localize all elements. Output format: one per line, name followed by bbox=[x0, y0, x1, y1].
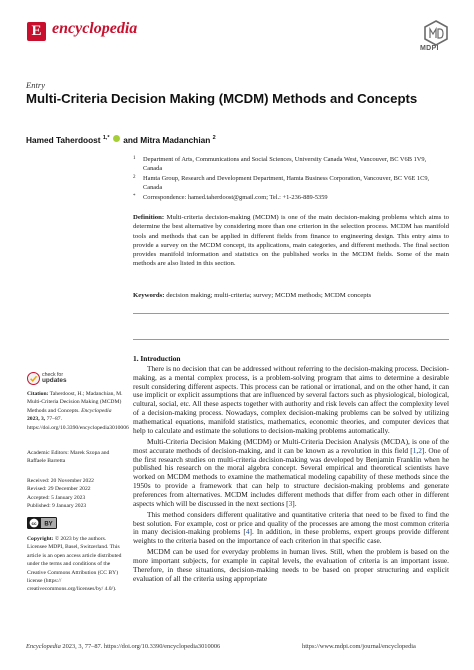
article-title: Multi-Criteria Decision Making (MCDM) Methods and Concepts bbox=[26, 91, 418, 106]
check-for-updates-icon[interactable] bbox=[27, 372, 40, 385]
date-revised: Revised: 29 December 2022 bbox=[27, 486, 91, 493]
correspondence-marker: * bbox=[133, 194, 136, 199]
affiliation-number: 1 bbox=[133, 156, 136, 161]
citation-journal: Encyclopedia bbox=[81, 407, 112, 414]
body-text bbox=[133, 365, 449, 586]
citation-block bbox=[27, 390, 129, 432]
citation-link[interactable]: 2 bbox=[418, 445, 422, 455]
paragraph: There is no decision that can be addressed without referring to the decision-making process. Decision-making, as a mental complex process, is a problem-solving program that aims to determine a desirable result considering different aspects. This process can be rational or irrational, and on the other hand, it can use implicit or explicit assumptions that are influenced by several factors such as physiological, biological, cultural, social, etc. All these aspects together with authority and risk levels can affect the complexity level of a decision-making process. Nowadays, complex decision-making problems can be solved by utilizing mathematical equations, manifold statistics, mathematics, economic theories, and computer devices that help to calculate and estimate the solutions to decision-making problems automatically. bbox=[133, 364, 449, 435]
keywords-label: Keywords: bbox=[133, 292, 165, 299]
citation-link[interactable]: 3 bbox=[288, 498, 293, 508]
citation-text: Taherdoost, H.; Madanchian, M. Multi-Criteria Decision Making (MCDM) Methods and Concepts. bbox=[27, 391, 123, 414]
author-affiliation-marker: 2 bbox=[212, 135, 216, 142]
footer-doi-link[interactable]: 2023, 3, 77–87. https://doi.org/10.3390/encyclopedia3010006 bbox=[62, 643, 221, 650]
citation-link[interactable]: 1 bbox=[412, 445, 417, 455]
footer-journal-url[interactable]: https://www.mdpi.com/journal/encyclopedia bbox=[302, 643, 416, 650]
author-list bbox=[26, 135, 216, 145]
author-name[interactable]: Mitra Madanchian bbox=[140, 135, 211, 145]
check-for-updates-small: check for bbox=[42, 372, 64, 378]
paragraph bbox=[133, 438, 449, 509]
author-name[interactable]: Hamed Taherdoost bbox=[26, 135, 101, 145]
section-heading: 1. Introduction bbox=[133, 354, 181, 363]
by-text: BY bbox=[44, 521, 53, 528]
paragraph-text: ]. One of the first research studies on multi-criteria decision-making was developed by Benjamin Franklin when he published his research on the moral algebra concept. Several empirical and theoretical scientists have worked on MCDM methods to examine the mathematical modeling capability of these methods since the 1950s to provide a framework that can help to structure decision-making problems and generate preferences from alternatives. MCDM includes different methods that differ from each other in different aspects which will be discussed in the next sections [ bbox=[133, 445, 450, 508]
paragraph: MCDM can be used for everyday problems in human lives. Still, when the problem is based on the more important subjects, for example in capital levels, the evaluation of criteria is an important issue. Therefore, in these situations, decision-making needs to be based on proper structuring and explicit evaluation of all the criteria using appropriate bbox=[133, 547, 449, 583]
citation-year-volume: 2023, 3, bbox=[27, 416, 46, 423]
publisher-name: MDPI bbox=[420, 45, 439, 52]
footer-journal: Encyclopedia bbox=[26, 643, 61, 650]
check-for-updates-label[interactable] bbox=[42, 372, 67, 384]
affiliation bbox=[133, 175, 433, 192]
date-accepted: Accepted: 5 January 2023 bbox=[27, 494, 86, 501]
date-received: Received: 20 November 2022 bbox=[27, 478, 94, 484]
affiliation-text: Department of Arts, Communications and Social Sciences, University Canada West, Vancouver, BC V6B 1V9, Canada bbox=[143, 156, 427, 172]
definition-abstract bbox=[133, 213, 449, 269]
paragraph-text: ]. In addition, in these problems, expert groups provide different weights to the criteria based on the importance of each criterion in that specific case. bbox=[133, 527, 449, 546]
copyright-label: Copyright: bbox=[27, 536, 54, 542]
affiliation-number: 2 bbox=[133, 175, 136, 180]
paragraph-text: Multi-Criteria Decision Making (MCDM) or Multi-Criteria Decision Analysis (MCDA), is one of the most accurate methods of decision-making, and it can be known as a revolution in this field [ bbox=[133, 436, 449, 455]
keywords-text: decision making; multi-criteria; survey; MCDM methods; MCDM concepts bbox=[166, 292, 372, 299]
author-separator: and bbox=[123, 135, 138, 145]
article-type-label: Entry bbox=[26, 80, 46, 90]
definition-text: Multi-criteria decision-making (MCDM) is one of the main decision-making problems which aims to determine the best alternative by considering more than one criterion in the selection process. MCDM has manifold tools and methods that can be applied in different fields from finance to engineering design. This entry aims to provide a survey on the MCDM concept, its applications, main categories, and different methods. The final section provides manifold information and statistics on the published works in the MCDM fields. Some of the main methods are also listed in this section. bbox=[133, 214, 449, 268]
paragraph-text: , bbox=[416, 445, 419, 455]
divider bbox=[133, 313, 449, 314]
keywords bbox=[133, 291, 449, 300]
affiliation bbox=[133, 156, 433, 173]
check-for-updates-big: updates bbox=[42, 377, 67, 384]
journal-name[interactable]: encyclopedia bbox=[52, 20, 138, 37]
affiliation-text: Hamta Group, Research and Development Department, Hamta Business Corporation, Vancouver, BC V6E 1C9, Canada bbox=[143, 175, 430, 191]
citation-link[interactable]: 4 bbox=[245, 527, 250, 537]
author-affiliation-marker: 1,* bbox=[102, 135, 110, 142]
divider bbox=[133, 339, 449, 340]
footer-citation bbox=[26, 643, 220, 650]
correspondence-text: Correspondence: hamed.taherdoost@gmail.com; Tel.: +1-236-889-5359 bbox=[143, 194, 328, 201]
cc-text: cc bbox=[31, 520, 37, 526]
copyright-block bbox=[27, 535, 123, 594]
cc-by-license-icon[interactable] bbox=[27, 517, 57, 529]
mdpi-logo-icon[interactable] bbox=[423, 20, 449, 46]
date-published: Published: 9 January 2023 bbox=[27, 503, 87, 510]
article-dates bbox=[27, 477, 123, 511]
copyright-text: © 2023 by the authors. Licensee MDPI, Basel, Switzerland. This article is an open access article distributed under the terms and conditions of the Creative Commons Attribution (CC BY) license (https:// creativecommons.org/licenses/by/ 4.0/). bbox=[27, 536, 122, 593]
paragraph bbox=[133, 511, 449, 546]
academic-editors: Academic Editors: Marek Szopa and Raffaele Barretta bbox=[27, 450, 110, 465]
citation-label: Citation: bbox=[27, 391, 49, 397]
orcid-icon[interactable] bbox=[113, 135, 120, 142]
paragraph-text: ]. bbox=[292, 498, 297, 508]
journal-logo-icon: E bbox=[27, 22, 46, 41]
definition-label: Definition: bbox=[133, 214, 165, 221]
citation-doi-link[interactable]: 77–87. https://doi.org/10.3390/encyclopedia3010006 bbox=[27, 416, 129, 431]
correspondence bbox=[133, 194, 433, 203]
paragraph-text: This method considers different qualitative and quantitative criteria that need to be fixed to find the best solution. For example, cost or price and quality of the processes are among the most common criteria in many decision-making problems [ bbox=[133, 509, 449, 537]
